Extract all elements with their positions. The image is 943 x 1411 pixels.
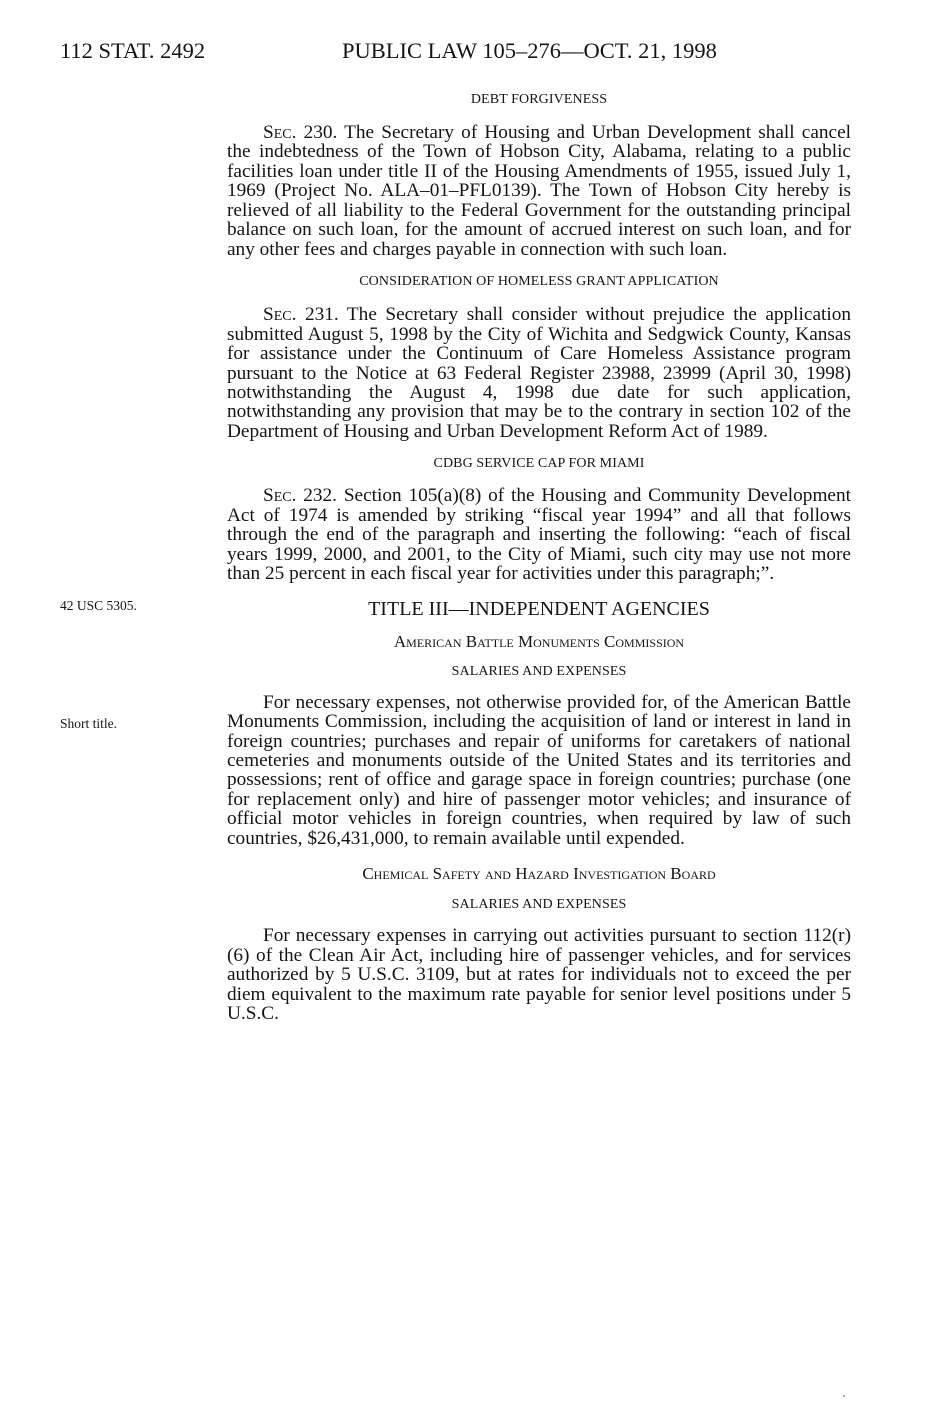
margin-note-usc: 42 USC 5305. [60,598,137,613]
section-230-text [227,123,851,259]
main-column [227,90,851,1024]
section-heading-homeless-grant: CONSIDERATION OF HOMELESS GRANT APPLICATION [359,274,719,290]
sec-label: Sec. [263,485,297,507]
margin-note-short-title: Short title. [60,716,117,731]
csb-appropriation-text: For necessary expenses in carrying out activities pursuant to section 112(r)(6) of the Clean Air Act, including hire of passenger vehicles, and for services authorized by 5 U.S.C. 3109, but at rates for individuals not to exceed the per diem equivalent to the maximum rate payable for senior level positions under 5 U.S.C. [227,925,851,1025]
section-231-text [227,305,851,441]
title-heading: TITLE III—INDEPENDENT AGENCIES [368,597,710,620]
section-body: 231. The Secretary shall consider without prejudice the application submitted August 5, 1998 by the City of Wichita and Sedgwick County, Kansas for assistance under the Continuum of Care Homeless Assistance program pursuant to the Notice at 63 Federal Register 23988, 23999 (April 30, 1998) notwithstanding the August 4, 1998 due date for such application, notwithstanding any provision that may be to the contrary in section 102 of the Department of Housing and Urban Development Reform Act of 1989. [227,304,851,442]
section-heading-debt-forgiveness: DEBT FORGIVENESS [470,92,608,107]
agency-heading-abmc: American Battle Monuments Commission [393,631,685,651]
sec-label: Sec. [263,304,297,326]
sec-label: Sec. [263,122,297,143]
subheading-salaries-expenses: SALARIES AND EXPENSES [451,897,627,913]
public-law-date: PUBLIC LAW 105–276—OCT. 21, 1998 [342,38,717,63]
subheading-salaries-expenses: SALARIES AND EXPENSES [451,663,627,679]
agency-heading-csb: Chemical Safety and Hazard Investigation Board [362,864,716,884]
abmc-appropriation-text: For necessary expenses, not otherwise provided for, of the American Battle Monuments Commission, including the acquisition of land or interest in land in foreign countries; purchases and repair of uniforms for caretakers of national cemeteries and monuments outside of the United States and its territories and possessions; rent of office and garage space in foreign countries; purchase (one for replacement only) and hire of passenger motor vehicles; and insurance of official motor vehicles in foreign countries, when required by law of such countries, $26,431,000, to remain available until expended. [227,691,851,849]
section-232-text [227,486,851,583]
section-body: 230. The Secretary of Housing and Urban Development shall cancel the indebtedness of the Town of Hobson City, Alabama, relating to a public facilities loan under title II of the Housing Amendments of 1955, issued July 1, 1969 (Project No. ALA–01–PFL0139). The Town of Hobson City hereby is relieved of all liability to the Federal Government for the outstanding principal balance on such loan, for the amount of accrued interest on such loan, and for any other fees and charges payable in connection with such loan. [227,122,851,260]
section-body: 232. Section 105(a)(8) of the Housing and Community Development Act of 1974 is amended by striking “fiscal year 1994” and all that follows through the end of the paragraph and inserting the following: “each of fiscal years 1999, 2000, and 2001, to the City of Miami, such city may use not more than 25 percent in each fiscal year for activities under this paragraph;”. [227,485,851,585]
stat-page-number: 112 STAT. 2492 [60,38,206,63]
scan-speck [843,1395,845,1397]
section-heading-cdbg-miami: CDBG SERVICE CAP FOR MIAMI [433,456,645,472]
